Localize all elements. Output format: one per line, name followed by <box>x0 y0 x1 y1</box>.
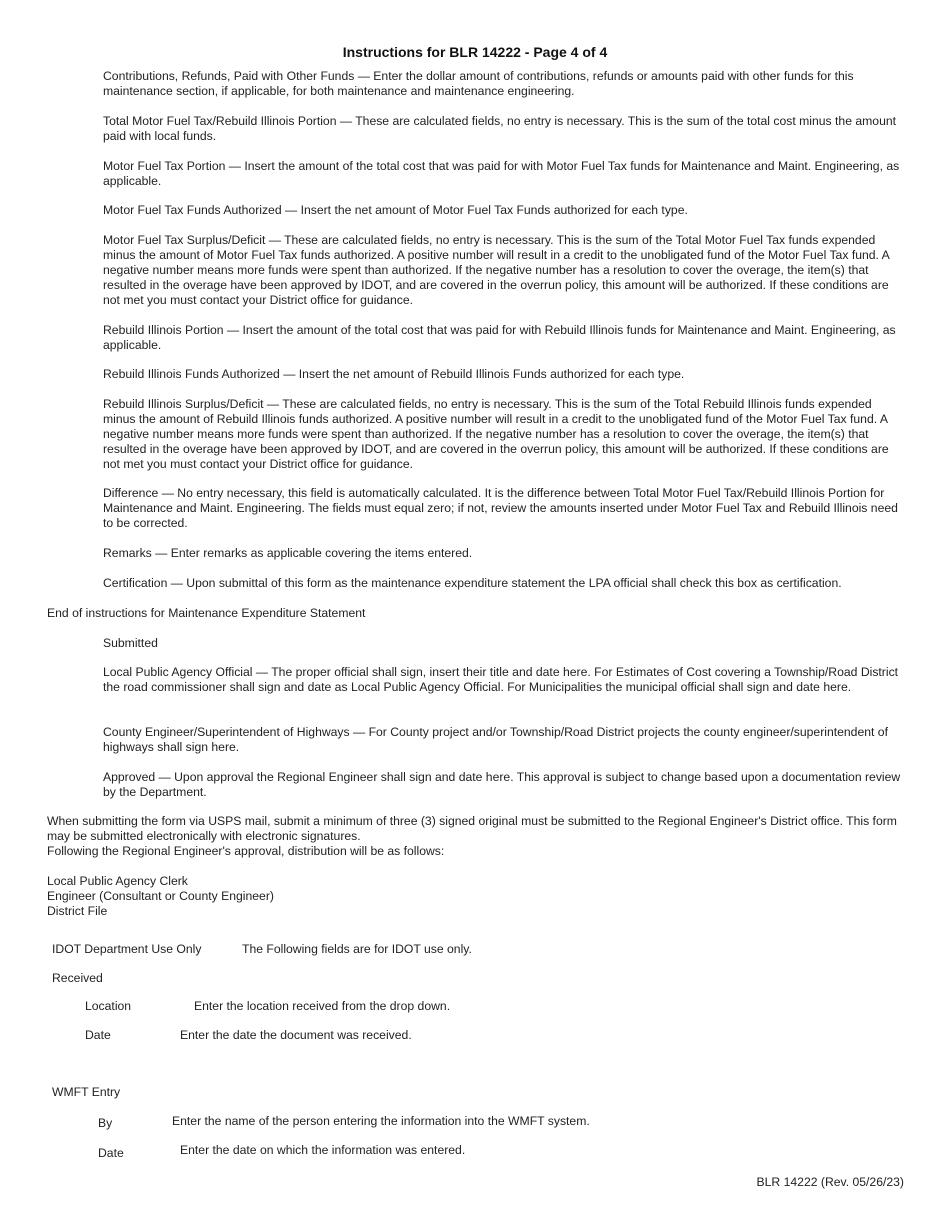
page-title: Instructions for BLR 14222 - Page 4 of 4 <box>342 44 608 60</box>
received-location-label: Location <box>85 999 132 1013</box>
distribution-item: District File <box>47 904 108 918</box>
instruction-mft-surplus-deficit: Motor Fuel Tax Surplus/Deficit — These are calculated fields, no entry is necessary. This is the sum of the Total Motor Fuel Tax funds expended minus the amount of Motor Fuel Tax funds authorized. A positive number will result in a credit to the unobligated fund of the Motor Fuel Tax fund. A negative number means more funds were spent than authorized. If the negative number has a resolution to cover the overage, the item(s) that resulted in the overage have been approved by IDOT, and are covered in the overrun policy, this amount will be authorized. If these conditions are not met you must contact your District office for guidance. <box>103 233 890 307</box>
instruction-ri-funds-authorized: Rebuild Illinois Funds Authorized — Insert the net amount of Rebuild Illinois Funds authorized for each type. <box>103 367 685 381</box>
wmft-date-description: Enter the date on which the information was entered. <box>180 1143 466 1157</box>
idot-use-only-heading: IDOT Department Use Only <box>52 942 202 956</box>
instruction-certification: Certification — Upon submittal of this form as the maintenance expenditure statement the LPA official shall check this box as certification. <box>103 576 842 590</box>
received-date-description: Enter the date the document was received. <box>180 1028 412 1042</box>
submitted-heading: Submitted <box>103 636 158 650</box>
instruction-remarks: Remarks — Enter remarks as applicable covering the items entered. <box>103 546 473 560</box>
instruction-ri-portion: Rebuild Illinois Portion — Insert the amount of the total cost that was paid for with Rebuild Illinois funds for Maintenance and Maint. Engineering, as applicable. <box>103 323 896 352</box>
wmft-by-description: Enter the name of the person entering the information into the WMFT system. <box>172 1114 590 1128</box>
received-location-description: Enter the location received from the drop down. <box>194 999 451 1013</box>
distribution-item: Local Public Agency Clerk <box>47 874 188 888</box>
wmft-date-label: Date <box>98 1146 124 1160</box>
wmft-entry-heading: WMFT Entry <box>52 1085 121 1099</box>
instruction-total-mft-ri-portion: Total Motor Fuel Tax/Rebuild Illinois Portion — These are calculated fields, no entry is necessary. This is the sum of the total cost minus the amount paid with local funds. <box>103 114 897 143</box>
instruction-ri-surplus-deficit: Rebuild Illinois Surplus/Deficit — These are calculated fields, no entry is necessary. This is the sum of the Total Rebuild Illinois funds expended minus the amount of Rebuild Illinois funds authorized. A positive number will result in a credit to the unobligated fund of the Motor Fuel Tax fund. A negative number means more funds were spent than authorized. If the negative number has a resolution to cover the overage, the item(s) that resulted in the overage have been approved by IDOT, and are covered in the overrun policy, this amount will be authorized. If these conditions are not met you must contact your District office for guidance. <box>103 397 889 471</box>
submitted-lpa-official: Local Public Agency Official — The proper official shall sign, insert their title and date here. For Estimates of Cost covering a Township/Road District the road commissioner shall sign and date as Local Public Agency Official. For Municipalities the municipal official shall sign and date here. <box>103 665 899 694</box>
idot-use-only-description: The Following fields are for IDOT use only. <box>242 942 472 956</box>
distribution-note: Following the Regional Engineer's approval, distribution will be as follows: <box>47 844 445 858</box>
submitted-approved: Approved — Upon approval the Regional Engineer shall sign and date here. This approval is subject to change based upon a documentation review by the Department. <box>103 770 901 799</box>
form-revision-footer: BLR 14222 (Rev. 05/26/23) <box>756 1175 904 1189</box>
received-date-label: Date <box>85 1028 111 1042</box>
wmft-by-label: By <box>98 1116 113 1130</box>
end-of-instructions-note: End of instructions for Maintenance Expenditure Statement <box>47 606 366 620</box>
instruction-difference: Difference — No entry necessary, this field is automatically calculated. It is the difference between Total Motor Fuel Tax/Rebuild Illinois Portion for Maintenance and Maint. Engineering. The fields must equal zero; if not, review the amounts inserted under Motor Fuel Tax and Rebuild Illinois need to be corrected. <box>103 486 898 530</box>
instruction-mft-funds-authorized: Motor Fuel Tax Funds Authorized — Insert the net amount of Motor Fuel Tax Funds authorized for each type. <box>103 203 688 217</box>
submitted-county-engineer: County Engineer/Superintendent of Highways — For County project and/or Township/Road District projects the county engineer/superintendent of highways shall sign here. <box>103 725 888 754</box>
mail-submission-note: When submitting the form via USPS mail, submit a minimum of three (3) signed original must be submitted to the Regional Engineer's District office. This form may be submitted electronically with electronic signatures. <box>47 814 897 843</box>
instruction-mft-portion: Motor Fuel Tax Portion — Insert the amount of the total cost that was paid for with Motor Fuel Tax funds for Maintenance and Maint. Engineering, as applicable. <box>103 159 900 188</box>
distribution-item: Engineer (Consultant or County Engineer) <box>47 889 274 903</box>
instruction-contributions: Contributions, Refunds, Paid with Other Funds — Enter the dollar amount of contributions, refunds or amounts paid with other funds for this maintenance section, if applicable, for both maintenance and maintenance engineering. <box>103 69 854 98</box>
received-heading: Received <box>52 971 103 985</box>
